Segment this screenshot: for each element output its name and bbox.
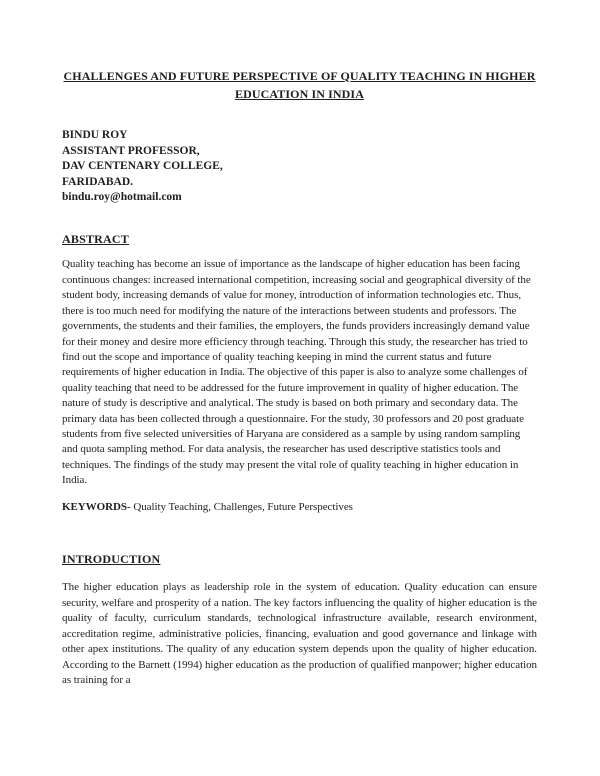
abstract-paragraph: Quality teaching has become an issue of importance as the landscape of higher education has been facing continuous changes: increased international competition, increasing social and geographical diversity of the student body, increasing demands of value for money, introduction of information technologies etc. Thus, there is too much need for modifying the nature of the interactions between students and professors. The governments, the students and their families, the employers, the funds providers increasingly demand value for their money and desire more efficiency through teaching. Through this study, the researcher has tried to find out the scope and importance of quality teaching keeping in mind the current status and future requirements of higher education in India. The objective of this paper is also to analyze some challenges of quality teaching that need to be addressed for the future improvement in quality of higher education. The nature of study is descriptive and analytical. The study is based on both primary and secondary data. The primary data has been collected through a questionnaire. For the study, 30 professors and 20 post graduate students from five selected universities of Haryana are considered as a sample by using random sampling and quota sampling method. For data analysis, the researcher has used descriptive statistics tools and techniques. The findings of the study may present the vital role of quality teaching in higher education in India. xyxy=(62,258,531,487)
paper-title-line-1: CHALLENGES AND FUTURE PERSPECTIVE OF QUALITY TEACHING IN HIGHER xyxy=(63,69,536,83)
author-email: bindu.roy@hotmail.com xyxy=(62,191,182,204)
keywords-line xyxy=(62,500,537,515)
introduction-paragraph: The higher education plays as leadership role in the system of education. Quality education can ensure security, welfare and prosperity of a nation. The key factors influencing the quality of higher education is the quality of faculty, curriculum standards, technological infrastructure available, research environment, accreditation regime, administrative policies, financing, evaluation and good governance and linkage with other apex institutions. The quality of any education system depends upon the quality of higher education. According to the Barnett (1994) higher education as the production of qualified manpower; higher education as training for a xyxy=(62,581,537,686)
keywords-label: KEYWORDS- xyxy=(62,500,131,513)
author-designation: ASSISTANT PROFESSOR, xyxy=(62,144,200,157)
paper-title xyxy=(62,68,537,103)
author-block xyxy=(62,128,537,206)
author-city: FARIDABAD. xyxy=(62,175,134,188)
author-name: BINDU ROY xyxy=(62,129,128,141)
keywords-value: Quality Teaching, Challenges, Future Perspectives xyxy=(130,500,353,513)
introduction-heading: INTRODUCTION xyxy=(62,551,161,566)
author-college: DAV CENTENARY COLLEGE, xyxy=(62,160,223,173)
abstract-heading: ABSTRACT xyxy=(62,231,129,246)
paper-title-line-2: EDUCATION IN INDIA xyxy=(235,86,364,101)
